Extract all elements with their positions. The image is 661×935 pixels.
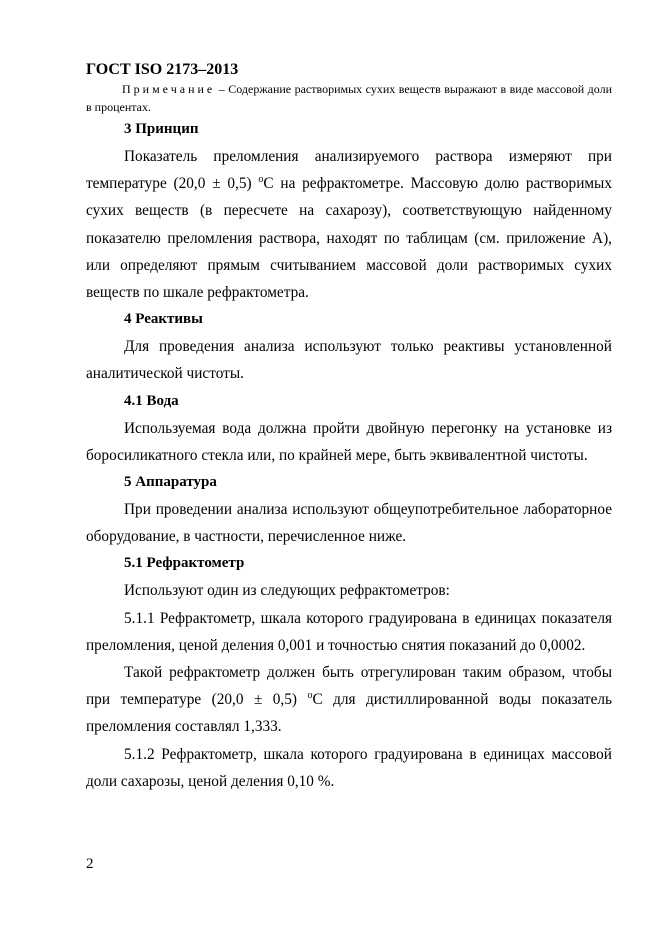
note-text: – Содержание растворимых сухих веществ выражают в виде массовой доли в процентах. (86, 82, 612, 114)
section-3-text-a: Показатель преломления анализируемого раствора измеряют при температуре (20,0 ± 0,5) (86, 148, 612, 193)
section-4-1-heading: 4.1 Вода (124, 392, 179, 409)
note-paragraph (86, 80, 612, 116)
section-4-heading: 4 Реактивы (124, 311, 203, 328)
document-code-header: ГОСТ ISO 2173–2013 (86, 61, 239, 78)
section-5-1-heading: 5.1 Рефрактометр (124, 555, 245, 572)
section-5-1-1-paragraph: 5.1.1 Рефрактометр, шкала которого градуирована в единицах показателя преломления, ценой деления 0,001 и точностью снятия показаний до 0,0002. (86, 609, 612, 654)
section-5-1-1-text-a: Такой рефрактометр должен быть отрегулирован таким образом, чтобы при температуре (20,0 ± 0,5) (86, 664, 612, 709)
section-3-paragraph (86, 143, 612, 306)
section-3-heading: 3 Принцип (124, 121, 199, 137)
section-5-1-2-paragraph: 5.1.2 Рефрактометр, шкала которого градуирована в единицах массовой доли сахарозы, ценой деления 0,10 %. (86, 745, 612, 790)
section-4-paragraph: Для проведения анализа используют только реактивы установленной аналитической чистоты. (86, 338, 612, 383)
section-4-1-paragraph: Используемая вода должна пройти двойную перегонку на установке из боросиликатного стекла или, по крайней мере, быть эквивалентной чистоты. (86, 419, 612, 464)
degree-mark: o (258, 174, 264, 186)
document-page (86, 60, 612, 795)
section-5-paragraph: При проведении анализа используют общеупотребительное лабораторное оборудование, в частности, перечисленное ниже. (86, 501, 612, 546)
section-5-1-1-paragraph-2 (86, 659, 612, 741)
degree-mark: o (307, 690, 313, 702)
section-5-1-1-text-b: С для дистиллированной воды показатель преломления составлял 1,333. (86, 691, 612, 736)
section-5-heading: 5 Аппаратура (124, 474, 217, 491)
page-number: 2 (86, 856, 94, 872)
section-3-text-b: С на рефрактометре. Массовую долю растворимых сухих веществ (в пересчете на сахарозу), соответствующую найденному показателю преломления раствора, находят по таблицам (см. приложение А), или определяют прямым считыванием массовой доли растворимых сухих веществ по шкале рефрактометра. (86, 175, 612, 302)
section-5-1-paragraph: Используют один из следующих рефрактометров: (124, 582, 450, 600)
note-label: Примечание (122, 82, 216, 96)
